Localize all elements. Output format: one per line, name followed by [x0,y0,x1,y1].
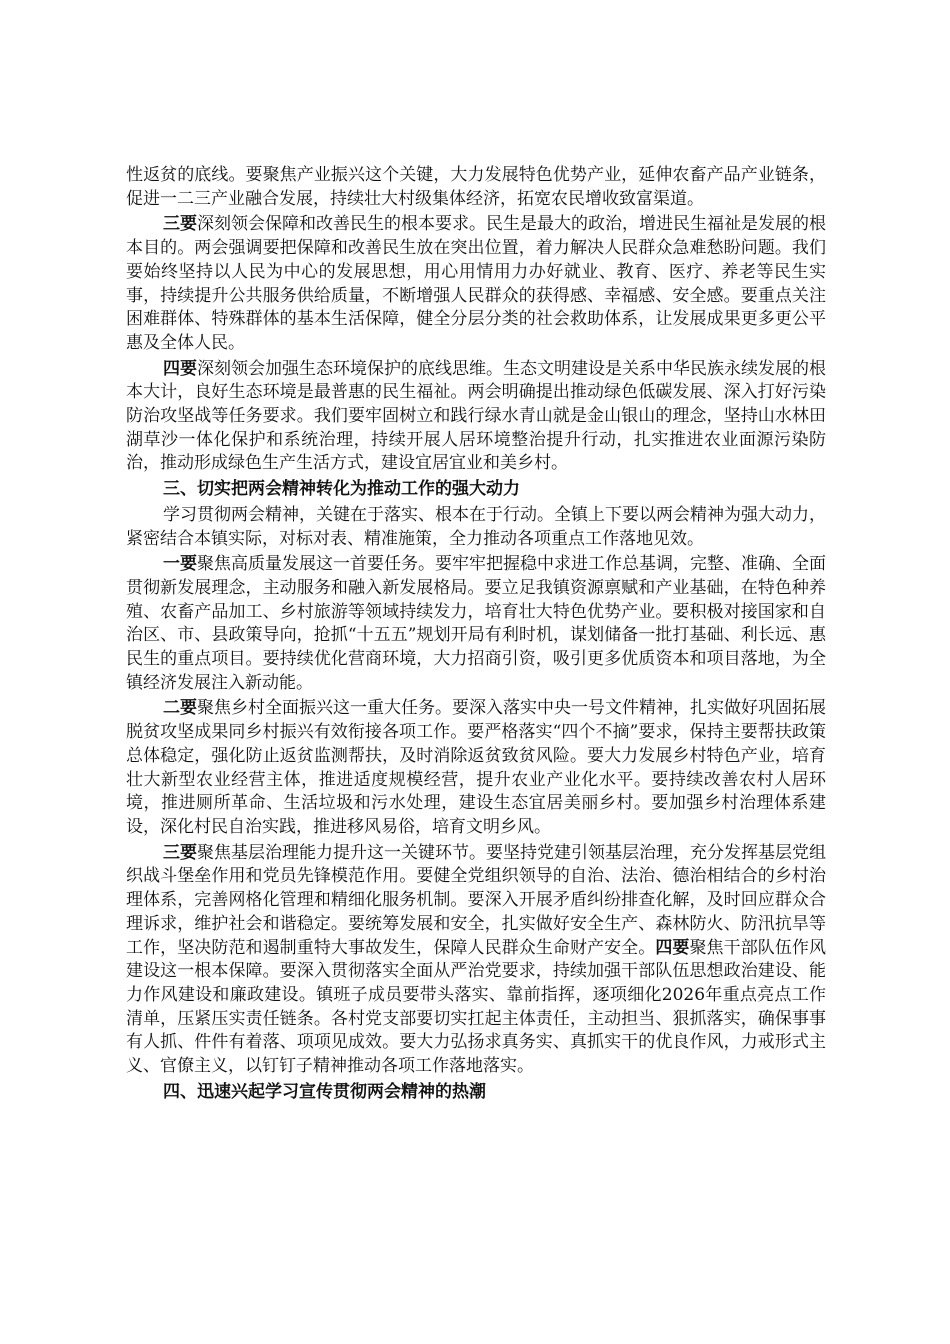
paragraph-third-requirement [126,213,826,355]
paragraph-section-intro [126,504,826,551]
paragraph-text: 聚焦基层治理能力提升这一关键环节。要坚持党建引领基层治理，充分发挥基层党组织战斗堡垒作用和党员先锋模范作用。要健全党组织领导的自治、法治、德治相结合的乡村治理体系，完善网格化管理和精细化服务机制。要深入开展矛盾纠纷排查化解，及时回应群众合理诉求，维护社会和谐稳定。要统筹发展和安全，扎实做好安全生产、森林防火、防汛抗旱等工作，坚决防范和遏制重特大事故发生，保障人民群众生命财产安全。 [126,842,826,958]
paragraph-lead: 二要 [163,698,197,719]
paragraph-second-focus [126,697,826,839]
paragraph-text: 深刻领会保障和改善民生的根本要求。民生是最大的政治，增进民生福祉是发展的根本目的。两会强调要把保障和改善民生放在突出位置，着力解决人民群众急难愁盼问题。我们要始终坚持以人民为中心的发展思想，用心用情用力办好就业、教育、医疗、养老等民生实事，持续提升公共服务供给质量，不断增强人民群众的获得感、幸福感、安全感。要重点关注困难群体、特殊群体的基本生活保障，健全分层分类的社会救助体系，让发展成果更多更公平惠及全体人民。 [126,214,826,353]
paragraph-lead: 三要 [163,214,197,235]
paragraph-text: 性返贫的底线。要聚焦产业振兴这个关键，大力发展特色优势产业，延伸农畜产品产业链条，促进一二三产业融合发展，持续壮大村级集体经济，拓宽农民增收致富渠道。 [126,165,826,209]
paragraph-first-focus [126,553,826,695]
document-body [126,164,826,1106]
paragraph-continuation [126,164,826,211]
paragraph-lead: 一要 [163,554,197,575]
paragraph-lead: 四要 [655,937,690,958]
paragraph-fourth-requirement [126,358,826,477]
paragraph-lead: 三要 [163,842,197,863]
paragraph-text: 聚焦乡村全面振兴这一重大任务。要深入落实中央一号文件精神，扎实做好巩固拓展脱贫攻坚成果同乡村振兴有效衔接各项工作。要严格落实“四个不摘”要求，保持主要帮扶政策总体稳定，强化防止返贫监测帮扶，及时消除返贫致贫风险。要大力发展乡村特色产业，培育壮大新型农业经营主体，推进适度规模经营，提升农业产业化水平。要持续改善农村人居环境，推进厕所革命、生活垃圾和污水处理，建设生态宜居美丽乡村。要加强乡村治理体系建设，深化村民自治实践，推进移风易俗，培育文明乡风。 [126,698,826,837]
paragraph-text: 聚焦高质量发展这一首要任务。要牢牢把握稳中求进工作总基调，完整、准确、全面贯彻新发展理念，主动服务和融入新发展格局。要立足我镇资源禀赋和产业基础，在特色种养殖、农畜产品加工、乡村旅游等领域持续发力，培育壮大特色优势产业。要积极对接国家和自治区、市、县政策导向，抢抓“十五五”规划开局有利时机，谋划储备一批打基础、利长远、惠民生的重点项目。要持续优化营商环境，大力招商引资，吸引更多优质资本和项目落地，为全镇经济发展注入新动能。 [126,554,826,693]
paragraph-lead: 四要 [163,358,197,379]
paragraph-text: 聚焦干部队伍作风建设这一根本保障。要深入贯彻落实全面从严治党要求，持续加强干部队伍思想政治建设、能力作风建设和廉政建设。镇班子成员要带头落实、靠前指挥，逐项细化2026年重点亮点工作清单，压紧压实责任链条。各村党支部要切实扛起主体责任，主动担当、狠抓落实，确保事事有人抓、件件有着落、项项见成效。要大力弘扬求真务实、真抓实干的优良作风，力戒形式主义、官僚主义，以钉钉子精神推动各项工作落地落实。 [126,937,827,1077]
paragraph-third-focus [126,842,826,1079]
section-heading-four: 四、迅速兴起学习宣传贯彻两会精神的热潮 [163,1081,486,1102]
paragraph-text: 学习贯彻两会精神，关键在于落实、根本在于行动。全镇上下要以两会精神为强大动力，紧密结合本镇实际，对标对表、精准施策，全力推动各项重点工作落地见效。 [126,504,826,549]
paragraph-text: 深刻领会加强生态环境保护的底线思维。生态文明建设是关系中华民族永续发展的根本大计，良好生态环境是最普惠的民生福祉。两会明确提出推动绿色低碳发展、深入打好污染防治攻坚战等任务要求。我们要牢固树立和践行绿水青山就是金山银山的理念，坚持山水林田湖草沙一体化保护和系统治理，持续开展人居环境整治提升行动，扎实推进农业面源污染防治，推动形成绿色生产生活方式，建设宜居宜业和美乡村。 [126,358,826,474]
section-heading-three: 三、切实把两会精神转化为推动工作的强大动力 [163,479,520,500]
